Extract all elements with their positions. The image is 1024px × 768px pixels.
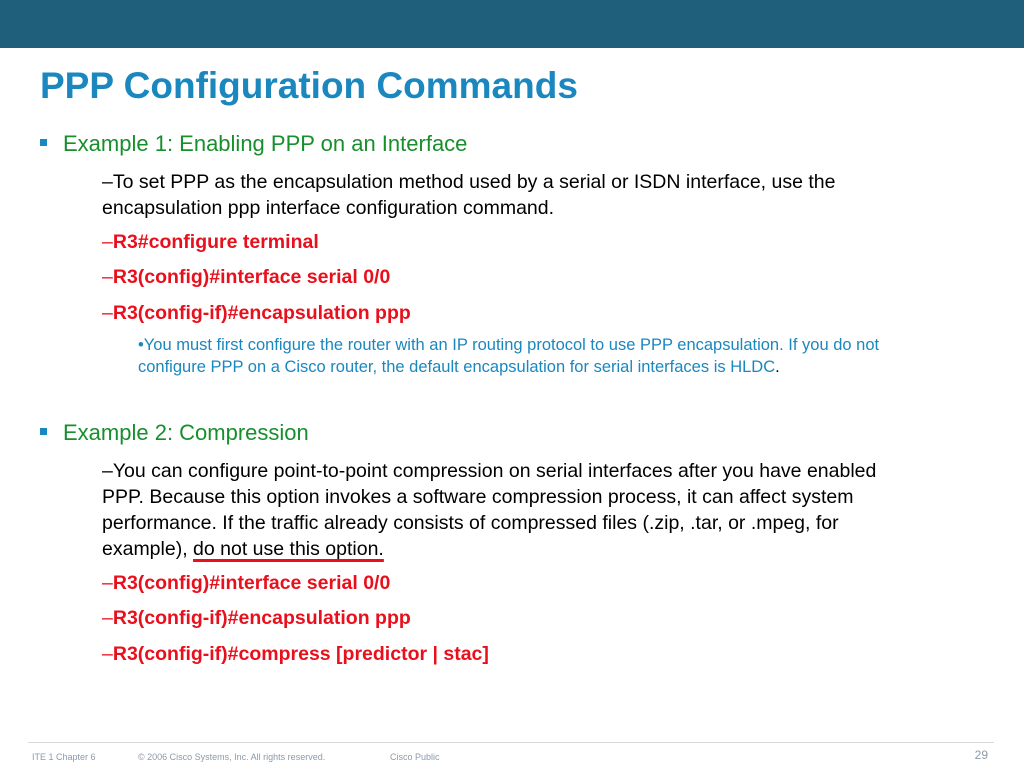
command-dash: – <box>102 231 113 253</box>
footer-copyright: © 2006 Cisco Systems, Inc. All rights reserved. <box>138 752 326 762</box>
emphasis-warning: do not use this option. <box>193 538 384 560</box>
command-line <box>102 265 390 289</box>
command-line <box>102 230 319 254</box>
bullet-example-2 <box>40 420 309 446</box>
square-bullet-icon <box>40 428 47 435</box>
command-dash: – <box>102 572 113 594</box>
footer-chapter: ITE 1 Chapter 6 <box>32 752 96 762</box>
command-dash: – <box>102 266 113 288</box>
top-banner <box>0 0 1024 48</box>
footer-classification: Cisco Public <box>390 752 440 762</box>
example-1-note <box>138 334 918 378</box>
slide-title: PPP Configuration Commands <box>40 65 578 106</box>
command-text: R3(config-if)#encapsulation ppp <box>112 302 411 324</box>
note-period: . <box>775 358 780 376</box>
command-line <box>102 301 411 325</box>
example-1-intro: –To set PPP as the encapsulation method used by a serial or ISDN interface, use the encapsulation ppp interface configuration command. <box>102 171 836 219</box>
example-2-heading: Example 2: Compression <box>63 420 309 445</box>
example-2-intro-text: –You can configure point-to-point compression on serial interfaces after you have enabled PPP. Because this option invokes a software compression process, it can affect system performance. If the traffic already consists of compressed files (.zip, .tar, or .mpeg, for example), <box>102 460 877 560</box>
page-number: 29 <box>974 748 988 762</box>
command-dash: – <box>102 643 113 665</box>
command-dash: – <box>102 302 113 324</box>
command-text: R3(config-if)#encapsulation ppp <box>112 607 411 629</box>
example-2-intro <box>102 458 892 562</box>
command-line <box>102 642 489 666</box>
square-bullet-icon <box>40 139 47 146</box>
bullet-example-1 <box>40 131 467 157</box>
note-text: •You must first configure the router with an IP routing protocol to use PPP encapsulation. If you do not configure PPP on a Cisco router, the default encapsulation for serial interfaces is HLDC <box>138 336 880 376</box>
command-text: R3(config)#interface serial 0/0 <box>112 572 391 594</box>
footer-divider <box>28 742 994 743</box>
command-text: R3(config)#interface serial 0/0 <box>112 266 391 288</box>
command-text: R3#configure terminal <box>112 231 319 253</box>
example-1-heading: Example 1: Enabling PPP on an Interface <box>63 131 468 156</box>
command-dash: – <box>102 607 113 629</box>
command-line <box>102 571 390 595</box>
command-text: R3(config-if)#compress [predictor | stac] <box>112 643 489 665</box>
command-line <box>102 606 411 630</box>
